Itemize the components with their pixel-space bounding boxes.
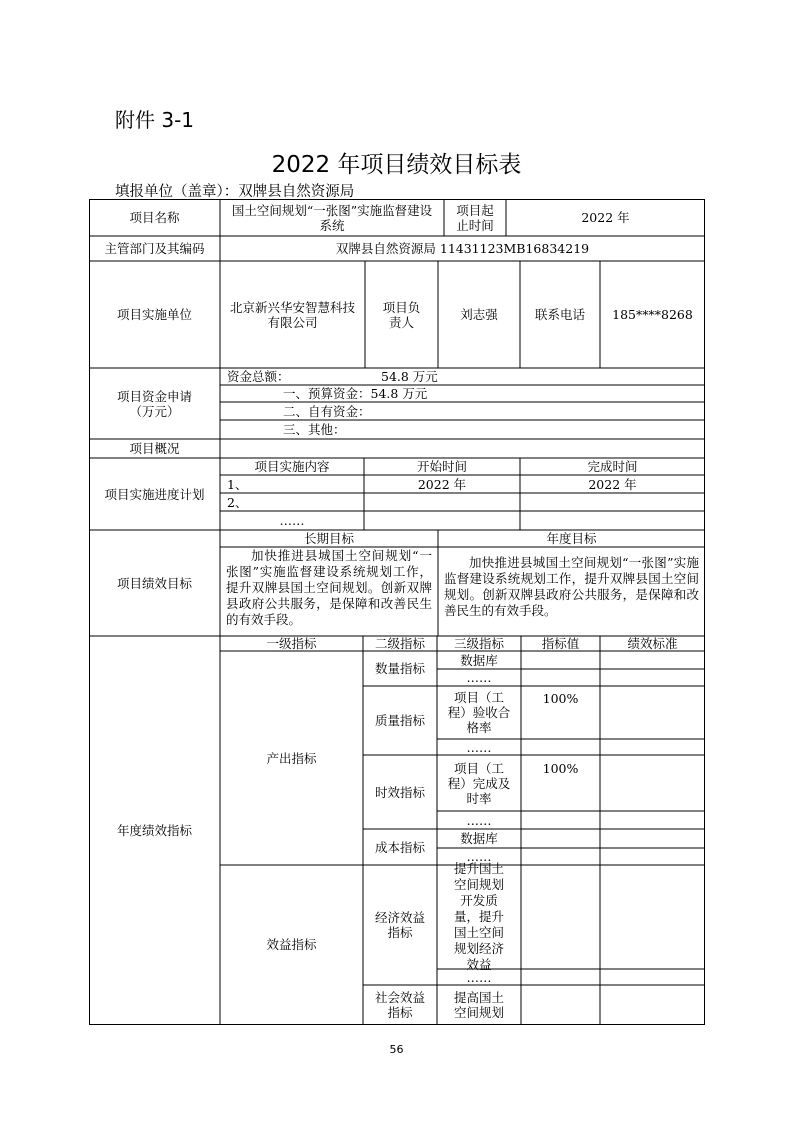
long-term-goal-text: 加快推进县城国土空间规划“一张图”实施监督建设系统规划工作，提升双牌县国土空间规划。创新双牌县政府公共服务，是保障和改善民生的有效手段。 (226, 548, 432, 627)
quality-item-more: …… (466, 739, 492, 755)
social-benefit-item: 提高国土空间规划 (453, 989, 504, 1020)
schedule-header-start: 开始时间 (416, 459, 467, 474)
indicator-header-level1: 一级指标 (266, 636, 317, 651)
filler-unit: 填报单位（盖章）：双牌县自然资源局 (115, 184, 355, 200)
quality-indicator: 质量指标 (374, 713, 425, 728)
output-indicator: 产出指标 (266, 750, 317, 766)
attachment-label: 附件 3-1 (115, 108, 195, 132)
page-number: 56 (389, 1043, 404, 1056)
cost-item-database: 数据库 (460, 831, 498, 846)
indicator-header-level3: 三级指标 (453, 636, 504, 651)
dept-label: 主管部门及其编码 (104, 241, 205, 256)
cost-item-more: …… (466, 849, 492, 864)
schedule-row-1: 1、 (227, 476, 248, 492)
funds-own: 二、自有资金： (283, 403, 371, 419)
funds-total-label: 资金总额： (227, 369, 290, 384)
leader-label: 项目负责人 (382, 299, 421, 330)
schedule-row-more: …… (279, 513, 305, 528)
long-term-goal-header: 长期目标 (303, 531, 354, 546)
indicator-header-standard: 绩效标准 (627, 636, 678, 651)
annual-goal-header: 年度目标 (546, 531, 597, 546)
schedule-label: 项目实施进度计划 (104, 486, 205, 502)
performance-table (89, 199, 705, 1024)
project-name-value: 国土空间规划“一张图”实施监督建设系统 (231, 202, 433, 233)
schedule-row-1-start: 2022 年 (417, 476, 467, 492)
indicator-header-value: 指标值 (541, 636, 580, 651)
goals-label: 项目绩效目标 (116, 575, 192, 591)
funds-other: 三、其他： (283, 422, 346, 437)
project-period-value: 2022 年 (581, 210, 630, 225)
schedule-row-2: 2、 (227, 494, 248, 510)
funds-total-value: 54.8 万元 (381, 369, 438, 384)
indicators-label: 年度绩效指标 (116, 822, 192, 838)
project-period-label: 项目起止时间 (456, 202, 494, 233)
timeliness-item-more: …… (466, 812, 492, 828)
economic-benefit-item-more: …… (466, 969, 492, 985)
funds-label: 项目资金申请（万元） (116, 388, 192, 419)
project-name-label: 项目名称 (129, 210, 180, 225)
quantity-indicator: 数量指标 (374, 661, 425, 676)
timeliness-item: 项目（工程）完成及时率 (447, 760, 511, 806)
quantity-item-more: …… (466, 670, 492, 685)
funds-budget: 一、预算资金：54.8 万元 (283, 386, 428, 401)
social-benefit-indicator: 社会效益指标 (374, 989, 425, 1020)
annual-goal-text: 加快推进县城国土空间规划“一张图”实施监督建设系统规划工作，提升双牌县国土空间规划。创新双牌县政府公共服务，是保障和改善民生的有效手段。 (444, 555, 699, 618)
unit-label: 项目实施单位 (116, 307, 192, 322)
unit-value: 北京新兴华安智慧科技有限公司 (229, 299, 355, 330)
quality-value: 100% (542, 691, 579, 706)
timeliness-indicator: 时效指标 (374, 784, 425, 800)
schedule-header-content: 项目实施内容 (254, 459, 330, 474)
schedule-header-end: 完成时间 (587, 459, 638, 474)
phone-label: 联系电话 (534, 307, 585, 322)
timeliness-value: 100% (542, 761, 579, 776)
indicator-header-level2: 二级指标 (374, 636, 425, 651)
schedule-row-1-end: 2022 年 (588, 476, 637, 492)
benefit-indicator: 效益指标 (266, 937, 317, 952)
dept-value: 双牌县自然资源局 11431123MB16834219 (335, 241, 590, 256)
leader-value: 刘志强 (460, 307, 498, 322)
overview-label: 项目概况 (129, 441, 180, 456)
quality-item: 项目（工程）验收合格率 (447, 690, 511, 735)
economic-benefit-item: 提升国土空间规划开发质量，提升国土空间规划经济效益 (453, 861, 504, 972)
phone-value: 185****8268 (612, 307, 693, 322)
quantity-item-database: 数据库 (460, 652, 498, 668)
cost-indicator: 成本指标 (374, 839, 425, 855)
economic-benefit-indicator: 经济效益指标 (375, 910, 426, 940)
page-title: 2022 年项目绩效目标表 (271, 152, 522, 178)
